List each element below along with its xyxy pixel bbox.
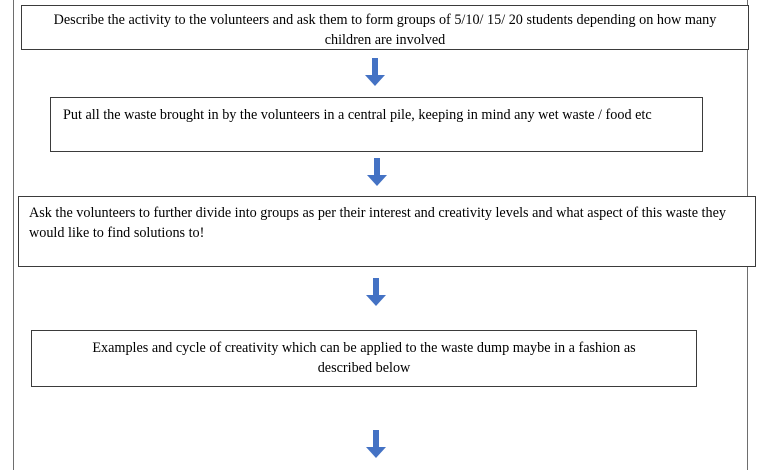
down-arrow-icon (366, 278, 386, 306)
flowchart-step-divide-groups (18, 196, 756, 267)
flowchart-step-describe-activity (21, 5, 749, 50)
step-3-text: Ask the volunteers to further divide into groups as per their interest and creativity levels and what aspect of this waste they would like to find solutions to! (29, 205, 726, 241)
step-1-text: Describe the activity to the volunteers and ask them to form groups of 5/10/ 15/ 20 students depending on how many children are involved (53, 12, 717, 48)
step-4-text: Examples and cycle of creativity which can be applied to the waste dump maybe in a fashion as described below (92, 340, 636, 376)
down-arrow-icon (366, 430, 386, 458)
down-arrow-icon (365, 58, 385, 86)
flowchart-step-central-pile (50, 97, 703, 152)
down-arrow-icon (367, 158, 387, 186)
flowchart-step-creativity-cycle (31, 330, 697, 387)
page-border-left (13, 0, 14, 470)
step-2-text: Put all the waste brought in by the volunteers in a central pile, keeping in mind any wet waste / food etc (63, 107, 652, 123)
